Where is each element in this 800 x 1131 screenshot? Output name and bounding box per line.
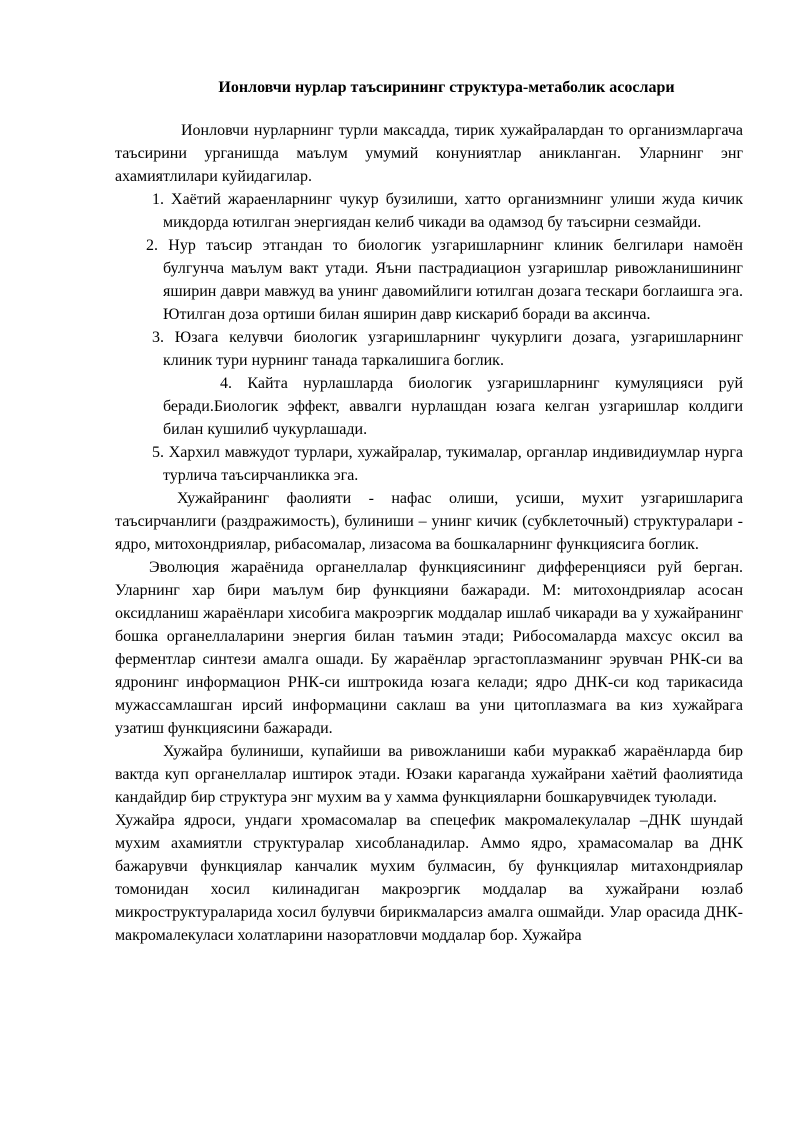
list-item: 4. Кайта нурлашларда биологик узгаришларнинг кумуляцияси руй беради.Биологик эффект, аввалги нурлашдан юзага келган узгаришлар колдиги билан кушилиб чукурлашади. (163, 375, 743, 438)
list-item: 3. Юзага келувчи биологик узгаришларнинг чукурлиги дозага, узгаришларнинг клиник тури нурнинг танада таркалишига боглик. (152, 329, 743, 369)
body-paragraph: Хужайра булиниши, купайиши ва ривожланиши каби мураккаб жараёнларда бир вактда куп органеллалар иштирок этади. Юзаки караганда хужайрани хаётий фаолиятида кандайдир бир структура энг мухим ва у хамма функцияларни бошкарувчидек туюлади. (115, 743, 743, 806)
list-item: 2. Нур таъсир этгандан то биологик узгаришларнинг клиник белгилари намоён булгунча маълум вакт утади. Яъни пастрадиацион узгаришлар ривожланишининг яширин даври мавжуд ва унинг давомийлиги ютилган дозага тескари боглаишга эга. Ютилган доза ортиши билан яширин давр кискариб боради ва аксинча. (146, 237, 743, 323)
body-paragraph: Хужайранинг фаолияти - нафас олиши, усиши, мухит узгаришларига таъсирчанлиги (раздражимость), булиниши – унинг кичик (субклеточный) структуралари - ядро, митохондриялар, рибасомалар, лизасома ва бошкаларнинг функциясига боглик. (115, 490, 743, 553)
body-paragraph: Хужайра ядроси, ундаги хромасомалар ва спецефик макромалекулалар –ДНК шундай мухим ахамиятли структуралар хисобланадилар. Аммо ядро, храмасомалар ва ДНК бажарувчи функциялар канчалик мухим булмасин, бу функциялар митахондриялар томонидан хосил килинадиган макроэргик моддалар ва хужайрани юзлаб микроструктураларида хосил булувчи бирикмаларсиз амалга ошмайди. Улар орасида ДНК-макромалекуласи холатларини назоратловчи моддалар бор. Хужайра (115, 812, 743, 944)
page-title: Ионловчи нурлар таъсирининг структура-метаболик асослари (218, 79, 675, 96)
intro-paragraph: Ионловчи нурларнинг турли максадда, тирик хужайралардан то организмларгача таъсирини урганишда маълум умумий конуниятлар аникланган. Уларнинг энг ахамиятлилари куйидагилар. (115, 122, 743, 185)
body-paragraph: Эволюция жараёнида органеллалар функциясининг дифференцияси руй берган. Уларнинг хар бири маълум бир функцияни бажаради. М: митохондриялар асосан оксидланиш жараёнлари хисобига макроэргик моддалар ишлаб чикаради ва у хужайранинг бошка органеллаларини энергия билан таъмин этади; Рибосомаларда махсус оксил ва ферментлар синтези амалга ошади. Бу жараёнлар эргастоплазманинг эрувчан РНК-си ва ядронинг информацион РНК-си иштрокида юзага келади; ядро ДНК-си код тарикасида мужассамлашган ирсий информацини саклаш ва уни цитоплазмага ва киз хужайрага узатиш функциясини бажаради. (115, 559, 743, 737)
list-item: 1. Хаётий жараенларнинг чукур бузилиши, хатто организмнинг улиши жуда кичик микдорда ютилган энергиядан келиб чикади ва одамзод бу таъсирни сезмайди. (152, 191, 743, 231)
list-item: 5. Хархил мавжудот турлари, хужайралар, тукималар, органлар индивидиумлар нурга турлича таъсирчанликка эга. (152, 444, 743, 484)
